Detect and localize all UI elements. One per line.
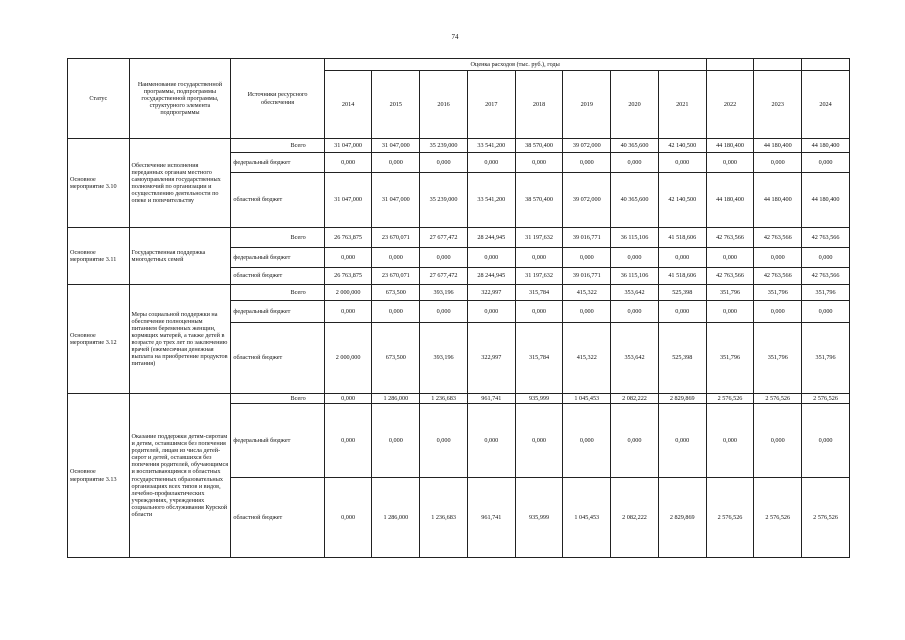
value-cell: 2 576,526 bbox=[754, 478, 802, 558]
value-cell: 33 541,200 bbox=[467, 139, 515, 153]
program-name-cell: Оказание поддержки детям-сиротам и детям, оставшимся без попечения родителей, лицам из числа детей-сирот и детей, оставшихся без попечения родителей, обучающимся и воспитывающимся в областных государственных образовательных организациях всех типов и видов, лечебно-профилактических учреждениях, учреждениях социального обслуживания Курской области bbox=[129, 394, 231, 558]
value-cell: 0,000 bbox=[467, 153, 515, 173]
value-cell: 2 829,869 bbox=[658, 478, 706, 558]
source-cell: Всего bbox=[231, 139, 324, 153]
value-cell: 1 286,000 bbox=[372, 478, 420, 558]
value-cell: 1 286,000 bbox=[372, 394, 420, 404]
value-cell: 0,000 bbox=[324, 301, 372, 323]
value-cell: 0,000 bbox=[372, 301, 420, 323]
table-row bbox=[68, 394, 850, 404]
source-cell: областной бюджет bbox=[231, 478, 324, 558]
header-year: 2017 bbox=[467, 71, 515, 139]
table-row bbox=[68, 139, 850, 153]
value-cell: 0,000 bbox=[515, 248, 563, 268]
value-cell: 42 763,566 bbox=[754, 268, 802, 285]
header-year: 2014 bbox=[324, 71, 372, 139]
value-cell: 0,000 bbox=[420, 404, 468, 478]
value-cell: 315,784 bbox=[515, 285, 563, 301]
value-cell: 351,796 bbox=[754, 323, 802, 394]
source-cell: областной бюджет bbox=[231, 173, 324, 228]
value-cell: 351,796 bbox=[706, 323, 754, 394]
value-cell: 44 180,400 bbox=[802, 139, 850, 153]
value-cell: 26 763,875 bbox=[324, 228, 372, 248]
value-cell: 0,000 bbox=[611, 404, 659, 478]
budget-table bbox=[67, 58, 850, 558]
value-cell: 0,000 bbox=[324, 248, 372, 268]
value-cell: 27 677,472 bbox=[420, 228, 468, 248]
source-cell: областной бюджет bbox=[231, 323, 324, 394]
value-cell: 961,741 bbox=[467, 478, 515, 558]
value-cell: 0,000 bbox=[754, 404, 802, 478]
value-cell: 351,796 bbox=[802, 323, 850, 394]
value-cell: 351,796 bbox=[754, 285, 802, 301]
header-year: 2018 bbox=[515, 71, 563, 139]
value-cell: 0,000 bbox=[754, 301, 802, 323]
value-cell: 31 047,000 bbox=[324, 139, 372, 153]
value-cell: 0,000 bbox=[420, 248, 468, 268]
value-cell: 40 365,600 bbox=[611, 139, 659, 153]
value-cell: 0,000 bbox=[324, 478, 372, 558]
value-cell: 44 180,400 bbox=[802, 173, 850, 228]
header-year: 2016 bbox=[420, 71, 468, 139]
value-cell: 44 180,400 bbox=[706, 139, 754, 153]
value-cell: 351,796 bbox=[802, 285, 850, 301]
value-cell: 0,000 bbox=[563, 248, 611, 268]
value-cell: 38 570,400 bbox=[515, 139, 563, 153]
value-cell: 44 180,400 bbox=[754, 139, 802, 153]
value-cell: 41 518,606 bbox=[658, 268, 706, 285]
value-cell: 2 576,526 bbox=[754, 394, 802, 404]
value-cell: 36 115,106 bbox=[611, 228, 659, 248]
value-cell: 0,000 bbox=[611, 301, 659, 323]
header-year: 2015 bbox=[372, 71, 420, 139]
value-cell: 31 047,000 bbox=[372, 139, 420, 153]
value-cell: 41 518,606 bbox=[658, 228, 706, 248]
value-cell: 0,000 bbox=[706, 248, 754, 268]
value-cell: 0,000 bbox=[324, 394, 372, 404]
value-cell: 0,000 bbox=[372, 404, 420, 478]
value-cell: 935,999 bbox=[515, 394, 563, 404]
value-cell: 35 239,000 bbox=[420, 139, 468, 153]
value-cell: 42 763,566 bbox=[802, 268, 850, 285]
header-name: Наименование государственной программы, подпрограммы государственной программы, структурного элемента подпрограммы bbox=[129, 59, 231, 139]
source-cell: областной бюджет bbox=[231, 268, 324, 285]
value-cell: 40 365,600 bbox=[611, 173, 659, 228]
value-cell: 0,000 bbox=[658, 153, 706, 173]
value-cell: 42 763,566 bbox=[802, 228, 850, 248]
value-cell: 0,000 bbox=[467, 404, 515, 478]
header-year: 2021 bbox=[658, 71, 706, 139]
header-empty-cell bbox=[706, 59, 754, 71]
value-cell: 0,000 bbox=[706, 301, 754, 323]
value-cell: 0,000 bbox=[563, 153, 611, 173]
value-cell: 23 670,071 bbox=[372, 228, 420, 248]
value-cell: 0,000 bbox=[467, 248, 515, 268]
value-cell: 39 016,771 bbox=[563, 268, 611, 285]
value-cell: 353,642 bbox=[611, 285, 659, 301]
value-cell: 2 082,222 bbox=[611, 394, 659, 404]
value-cell: 1 236,683 bbox=[420, 478, 468, 558]
value-cell: 42 763,566 bbox=[706, 228, 754, 248]
header-year: 2020 bbox=[611, 71, 659, 139]
header-empty-cell bbox=[754, 59, 802, 71]
value-cell: 673,500 bbox=[372, 285, 420, 301]
value-cell: 2 576,526 bbox=[706, 394, 754, 404]
value-cell: 0,000 bbox=[706, 153, 754, 173]
value-cell: 0,000 bbox=[658, 248, 706, 268]
program-name-cell: Меры социальной поддержки на обеспечение полноценным питанием беременных женщин, кормящих матерей, а также детей в возрасте до трех лет по заключению врачей (ежемесячная денежная выплата на приобретение продуктов питания) bbox=[129, 285, 231, 394]
value-cell: 0,000 bbox=[563, 301, 611, 323]
program-name-cell: Обеспечение исполнения переданных органам местного самоуправления государственных полномочий по организации и осуществлению деятельности по опеке и попечительству bbox=[129, 139, 231, 228]
value-cell: 673,500 bbox=[372, 323, 420, 394]
value-cell: 27 677,472 bbox=[420, 268, 468, 285]
header-year: 2024 bbox=[802, 71, 850, 139]
value-cell: 0,000 bbox=[754, 248, 802, 268]
value-cell: 2 000,000 bbox=[324, 323, 372, 394]
value-cell: 0,000 bbox=[420, 153, 468, 173]
table-body bbox=[68, 139, 850, 558]
value-cell: 2 576,526 bbox=[802, 478, 850, 558]
source-cell: Всего bbox=[231, 285, 324, 301]
value-cell: 28 244,945 bbox=[467, 268, 515, 285]
value-cell: 44 180,400 bbox=[754, 173, 802, 228]
value-cell: 322,997 bbox=[467, 323, 515, 394]
header-year: 2022 bbox=[706, 71, 754, 139]
value-cell: 0,000 bbox=[515, 153, 563, 173]
table-header bbox=[68, 59, 850, 139]
source-cell: федеральный бюджет bbox=[231, 153, 324, 173]
value-cell: 39 072,000 bbox=[563, 173, 611, 228]
value-cell: 28 244,945 bbox=[467, 228, 515, 248]
value-cell: 2 000,000 bbox=[324, 285, 372, 301]
value-cell: 31 197,632 bbox=[515, 268, 563, 285]
source-cell: федеральный бюджет bbox=[231, 404, 324, 478]
value-cell: 961,741 bbox=[467, 394, 515, 404]
value-cell: 322,997 bbox=[467, 285, 515, 301]
source-cell: федеральный бюджет bbox=[231, 248, 324, 268]
value-cell: 35 239,000 bbox=[420, 173, 468, 228]
source-cell: Всего bbox=[231, 228, 324, 248]
value-cell: 2 829,869 bbox=[658, 394, 706, 404]
value-cell: 44 180,400 bbox=[706, 173, 754, 228]
value-cell: 1 045,453 bbox=[563, 394, 611, 404]
page-number: 74 bbox=[451, 33, 459, 41]
value-cell: 415,322 bbox=[563, 323, 611, 394]
value-cell: 525,398 bbox=[658, 323, 706, 394]
source-cell: федеральный бюджет bbox=[231, 301, 324, 323]
value-cell: 42 763,566 bbox=[754, 228, 802, 248]
value-cell: 525,398 bbox=[658, 285, 706, 301]
header-source: Источники ресурсного обеспечения bbox=[231, 59, 324, 139]
value-cell: 0,000 bbox=[802, 301, 850, 323]
value-cell: 0,000 bbox=[611, 248, 659, 268]
source-cell: Всего bbox=[231, 394, 324, 404]
value-cell: 0,000 bbox=[563, 404, 611, 478]
value-cell: 0,000 bbox=[324, 404, 372, 478]
value-cell: 315,784 bbox=[515, 323, 563, 394]
value-cell: 0,000 bbox=[658, 301, 706, 323]
value-cell: 0,000 bbox=[802, 248, 850, 268]
header-year: 2019 bbox=[563, 71, 611, 139]
value-cell: 351,796 bbox=[706, 285, 754, 301]
value-cell: 353,642 bbox=[611, 323, 659, 394]
value-cell: 415,322 bbox=[563, 285, 611, 301]
value-cell: 0,000 bbox=[706, 404, 754, 478]
value-cell: 23 670,071 bbox=[372, 268, 420, 285]
value-cell: 42 140,500 bbox=[658, 139, 706, 153]
value-cell: 1 236,683 bbox=[420, 394, 468, 404]
header-empty-cell bbox=[802, 59, 850, 71]
status-cell: Основное мероприятие 3.12 bbox=[68, 285, 130, 394]
program-name-cell: Государственная поддержка многодетных семей bbox=[129, 228, 231, 285]
value-cell: 0,000 bbox=[324, 153, 372, 173]
value-cell: 39 016,771 bbox=[563, 228, 611, 248]
header-status: Статус bbox=[68, 59, 130, 139]
value-cell: 0,000 bbox=[658, 404, 706, 478]
value-cell: 2 576,526 bbox=[802, 394, 850, 404]
status-cell: Основное мероприятие 3.11 bbox=[68, 228, 130, 285]
value-cell: 393,196 bbox=[420, 285, 468, 301]
value-cell: 0,000 bbox=[802, 153, 850, 173]
value-cell: 42 763,566 bbox=[706, 268, 754, 285]
header-year: 2023 bbox=[754, 71, 802, 139]
value-cell: 0,000 bbox=[515, 301, 563, 323]
value-cell: 0,000 bbox=[611, 153, 659, 173]
value-cell: 0,000 bbox=[754, 153, 802, 173]
value-cell: 393,196 bbox=[420, 323, 468, 394]
status-cell: Основное мероприятие 3.13 bbox=[68, 394, 130, 558]
value-cell: 42 140,500 bbox=[658, 173, 706, 228]
header-estimate: Оценка расходов (тыс. руб.), годы bbox=[324, 59, 706, 71]
value-cell: 39 072,000 bbox=[563, 139, 611, 153]
status-cell: Основное мероприятие 3.10 bbox=[68, 139, 130, 228]
value-cell: 0,000 bbox=[467, 301, 515, 323]
value-cell: 935,999 bbox=[515, 478, 563, 558]
value-cell: 31 047,000 bbox=[324, 173, 372, 228]
value-cell: 36 115,106 bbox=[611, 268, 659, 285]
value-cell: 0,000 bbox=[420, 301, 468, 323]
value-cell: 0,000 bbox=[372, 248, 420, 268]
value-cell: 2 576,526 bbox=[706, 478, 754, 558]
value-cell: 0,000 bbox=[372, 153, 420, 173]
table-row bbox=[68, 228, 850, 248]
value-cell: 33 541,200 bbox=[467, 173, 515, 228]
value-cell: 38 570,400 bbox=[515, 173, 563, 228]
value-cell: 0,000 bbox=[515, 404, 563, 478]
value-cell: 2 082,222 bbox=[611, 478, 659, 558]
value-cell: 31 197,632 bbox=[515, 228, 563, 248]
value-cell: 0,000 bbox=[802, 404, 850, 478]
value-cell: 26 763,875 bbox=[324, 268, 372, 285]
value-cell: 31 047,000 bbox=[372, 173, 420, 228]
table-row bbox=[68, 285, 850, 301]
value-cell: 1 045,453 bbox=[563, 478, 611, 558]
